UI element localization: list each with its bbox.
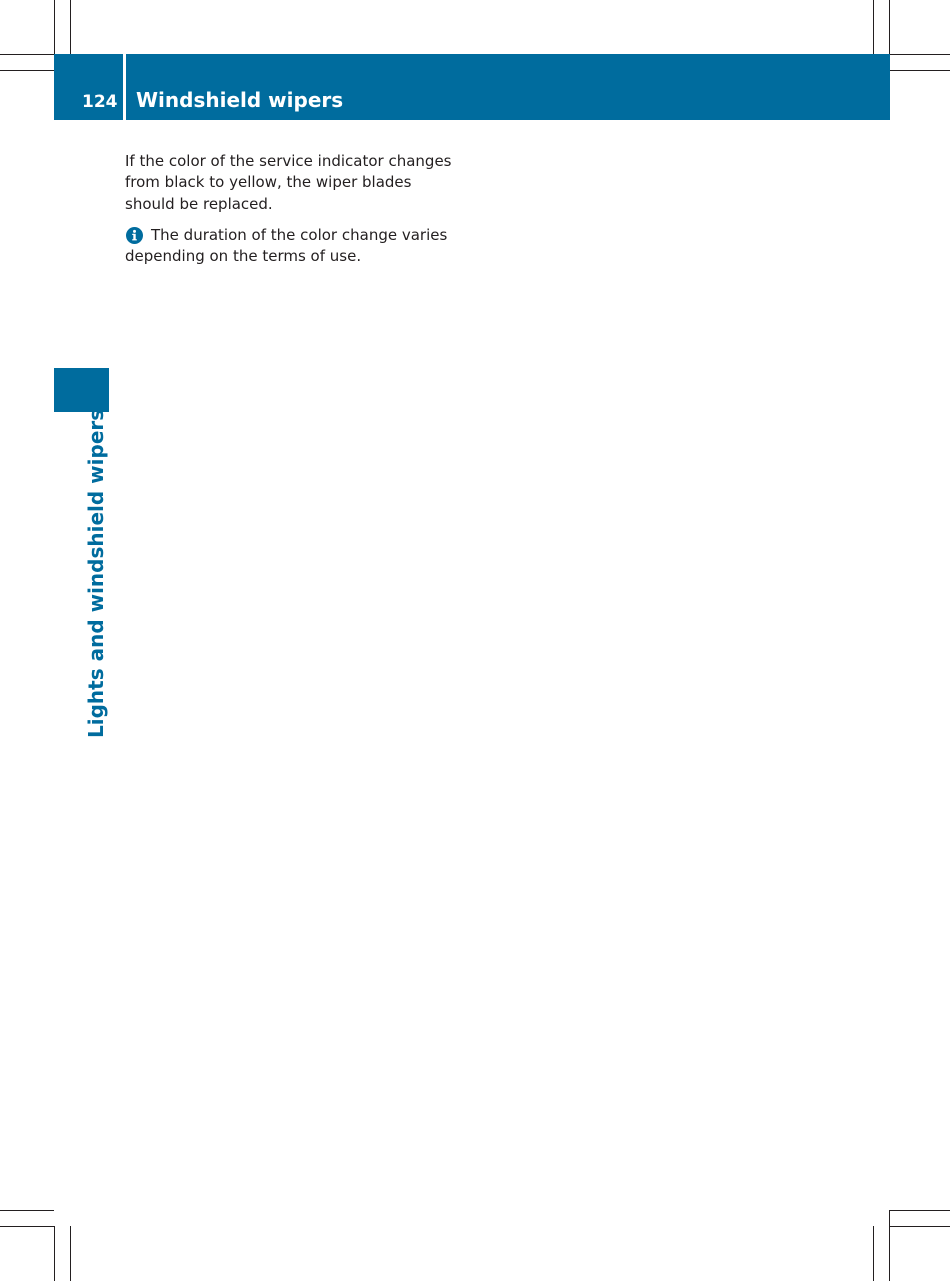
crop-mark: [873, 1226, 874, 1281]
body-paragraph: If the color of the service indicator changes from black to yellow, the wiper blades should be replaced.: [125, 152, 452, 213]
crop-mark: [54, 1226, 55, 1281]
crop-mark: [890, 70, 950, 71]
crop-mark: [70, 1226, 71, 1281]
info-icon: [126, 227, 143, 244]
crop-mark: [873, 0, 874, 54]
info-note: [125, 225, 465, 268]
crop-mark: [889, 0, 890, 54]
header-divider: [123, 54, 126, 120]
crop-mark: [70, 0, 71, 54]
crop-mark: [0, 70, 54, 71]
crop-mark: [890, 1226, 950, 1227]
chapter-tab-marker: [54, 368, 109, 412]
page-number: 124: [82, 92, 118, 112]
crop-mark: [890, 1210, 950, 1211]
crop-mark: [54, 0, 55, 54]
crop-mark: [0, 54, 54, 55]
section-title: Windshield wipers: [136, 88, 344, 112]
info-note-text: The duration of the color change varies depending on the terms of use.: [125, 226, 448, 266]
crop-mark: [889, 1210, 890, 1281]
chapter-side-label: Lights and windshield wipers: [84, 408, 108, 738]
crop-mark: [0, 1210, 54, 1211]
crop-mark: [890, 54, 950, 55]
crop-mark: [0, 1226, 54, 1227]
